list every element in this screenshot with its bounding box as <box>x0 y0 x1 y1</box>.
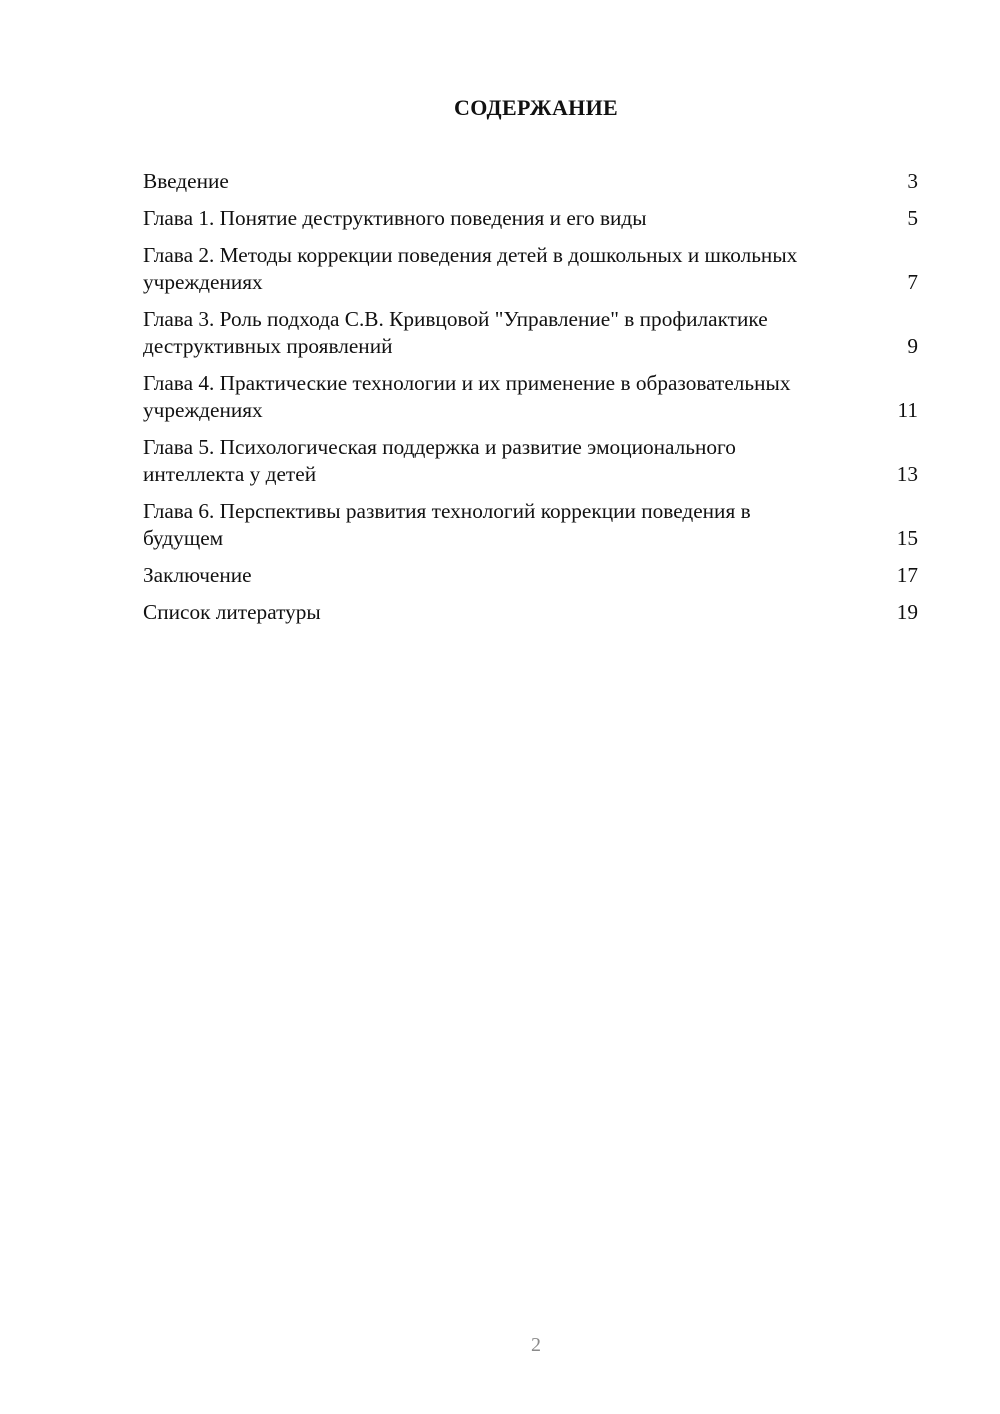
toc-entry-page: 7 <box>907 270 918 294</box>
toc-entry-chapter-1 <box>143 205 918 232</box>
toc-entry-title: Список литературы <box>143 600 321 624</box>
toc-entry-page: 19 <box>896 600 918 624</box>
page-title: СОДЕРЖАНИЕ <box>454 95 618 120</box>
toc-entry-chapter-6 <box>143 498 918 552</box>
toc-entry-chapter-5 <box>143 434 918 488</box>
toc-entry-title: Заключение <box>143 563 252 587</box>
toc-entry-chapter-4 <box>143 370 918 424</box>
toc-entry-title: Глава 2. Методы коррекции поведения детей в дошкольных и школьных учреждениях <box>143 243 798 294</box>
toc-entry-page: 13 <box>896 462 918 486</box>
toc-entry-chapter-2 <box>143 242 918 296</box>
page-number: 2 <box>531 1334 541 1356</box>
table-of-contents <box>143 168 918 636</box>
toc-entry-conclusion <box>143 562 918 589</box>
toc-entry-references <box>143 599 918 626</box>
toc-entry-introduction <box>143 168 918 195</box>
toc-entry-title: Глава 5. Психологическая поддержка и развитие эмоционального интеллекта у детей <box>143 435 736 486</box>
toc-entry-page: 9 <box>907 334 918 358</box>
toc-entry-page: 15 <box>896 526 918 550</box>
toc-entry-title: Введение <box>143 169 229 193</box>
toc-entry-page: 17 <box>896 563 918 587</box>
toc-entry-page: 11 <box>897 398 918 422</box>
toc-entry-title: Глава 1. Понятие деструктивного поведения и его виды <box>143 206 647 230</box>
toc-entry-page: 5 <box>907 206 918 230</box>
toc-entry-title: Глава 3. Роль подхода С.В. Кривцовой "Управление" в профилактике деструктивных проявлений <box>143 307 768 358</box>
toc-entry-chapter-3 <box>143 306 918 360</box>
toc-entry-title: Глава 6. Перспективы развития технологий коррекции поведения в будущем <box>143 499 751 550</box>
toc-entry-title: Глава 4. Практические технологии и их применение в образовательных учреждениях <box>143 371 791 422</box>
toc-entry-page: 3 <box>907 169 918 193</box>
